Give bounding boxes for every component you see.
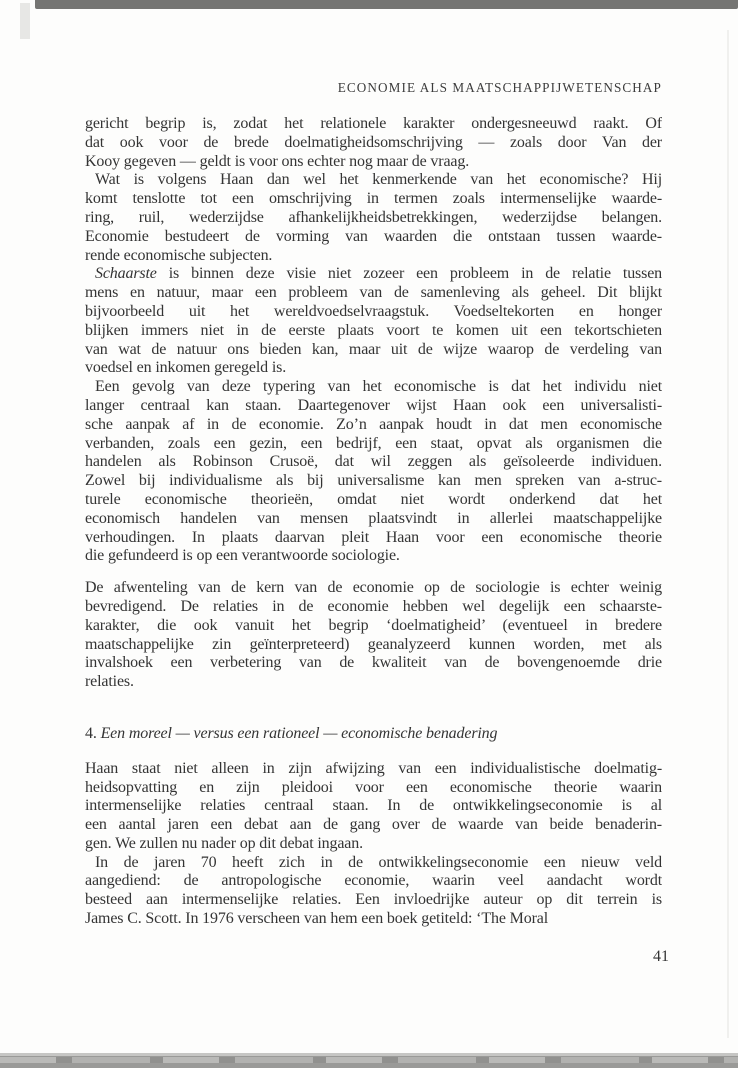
text-line: De afwenteling van de kern van de economie op de sociologie is echter weinig [85,579,662,597]
text-line: invalshoek een verbetering van de kwaliteit van de bovengenoemde drie [85,654,662,672]
scan-edge-top-bar [35,0,738,9]
text-line: besteed aan intermenselijke relaties. Een invloedrijke auteur op dit terrein is [85,891,662,909]
text-line: bevredigend. De relaties in de economie hebben wel degelijk een schaarste- [85,597,662,615]
text-line: gericht begrip is, zodat het relationele karakter ondergesneeuwd raakt. Of [85,115,662,132]
text-line: komt tenslotte tot een omschrijving in termen zoals intermenselijke waarde- [85,190,662,208]
paragraph [85,115,662,171]
paragraph [85,760,662,854]
text-line: economisch handelen van mensen plaatsvindt in allerlei maatschappelijke [85,509,662,527]
text-blocks [85,115,662,929]
text-line: gen. We zullen nu nader op dit debat ingaan. [85,834,363,852]
text-line: James C. Scott. In 1976 verscheen van hem een boek getiteld: ‘The Moral [85,910,548,928]
text-line: van wat de natuur ons bieden kan, maar uit de wijze waarop de verdeling van [85,340,662,358]
text-line: een aantal jaren een debat aan de gang over de waarde van beide benaderin- [85,816,662,834]
running-head: ECONOMIE ALS MAATSCHAPPIJWETENSCHAP [337,80,662,95]
paragraph [85,171,662,265]
section-title: Een moreel — versus een rationeel — economische benadering [100,724,498,742]
text-line: Kooy gegeven — geldt is voor ons echter nog maar de vraag. [85,152,470,170]
paragraph [85,854,662,929]
text-line: ring, ruil, wederzijdse afhankelijkheidsbetrekkingen, wederzijdse belangen. [85,208,662,226]
scan-edge-right-line [727,30,729,1038]
text-line: handelen als Robinson Crusoë, dat wil zeggen als geïsoleerde individuen. [85,453,662,471]
text-line: heidsopvatting en zijn pleidooi voor een economische theorie waarin [85,778,662,796]
text-line: voedsel en inkomen geregeld is. [85,359,287,377]
text-column [85,80,669,967]
text-line: Een gevolg van deze typering van het economische is dat het individu niet [95,378,662,396]
text-line: intermenselijke relaties centraal staan. In de ontwikkelingseconomie is al [85,797,662,815]
text-line: karakter, die ook vanuit het begrip ‘doelmatigheid’ (eventueel in bredere [85,616,662,634]
paragraph [85,378,662,566]
scan-edge-left-strip [20,3,30,39]
text-line: In de jaren 70 heeft zich in de ontwikkelingseconomie een nieuw veld [95,853,662,871]
text-line: Zowel bij individualisme als bij universalisme kan men spreken van a-struc- [85,472,662,490]
text-line: langer centraal kan staan. Daartegenover wijst Haan ook een universalisti- [85,396,662,414]
scan-edge-bottom-band [0,1053,738,1068]
text-line: blijken immers niet in de eerste plaats voort te komen uit een tekortschieten [85,321,662,339]
text-line: Haan staat niet alleen in zijn afwijzing van een individualistische doelmatig- [85,759,662,777]
text-line: verhoudingen. In plaats daarvan pleit Haan voor een economische theorie [85,528,662,546]
text-line: Economie bestudeert de vorming van waarden die ontstaan tussen waarde- [85,227,662,245]
text-line: verbanden, zoals een gezin, een bedrijf, een staat, opvat als organismen die [85,434,662,452]
paragraph [85,579,662,692]
text-line: bijvoorbeeld uit het wereldvoedselvraagstuk. Voedseltekorten en honger [85,302,662,320]
text-line: relaties. [85,673,134,691]
text-line: aangediend: de antropologische economie, waarin veel aandacht wordt [85,872,662,890]
scan-edge-bottom-fade [0,1053,738,1056]
paragraph [85,265,662,378]
text-line: maatschappelijke zin geïnterpreteerd) geanalyzeerd kunnen worden, met als [85,635,662,653]
scan-edge-bottom-dashes [0,1057,738,1063]
text-line: sche aanpak af in de economie. Zo’n aanpak houdt in dat men economische [85,415,662,433]
text-line: turele economische theorieën, omdat niet wordt onderkend dat het [85,490,662,508]
page-number: 41 [653,947,669,965]
text-line: Schaarste is binnen deze visie niet zozeer een probleem in de relatie tussen [95,265,662,283]
text-line: mens en natuur, maar een probleem van de samenleving als geheel. Dit blijkt [85,284,662,302]
text-line: dat ook voor de brede doelmatigheidsomschrijving — zoals door Van der [85,133,662,151]
text-line: die gefundeerd is op een verantwoorde sociologie. [85,547,400,565]
section-number: 4. [85,724,101,742]
section-heading [85,725,662,744]
text-line: rende economische subjecten. [85,246,273,264]
text-line: Wat is volgens Haan dan wel het kenmerkende van het economische? Hij [95,171,662,189]
